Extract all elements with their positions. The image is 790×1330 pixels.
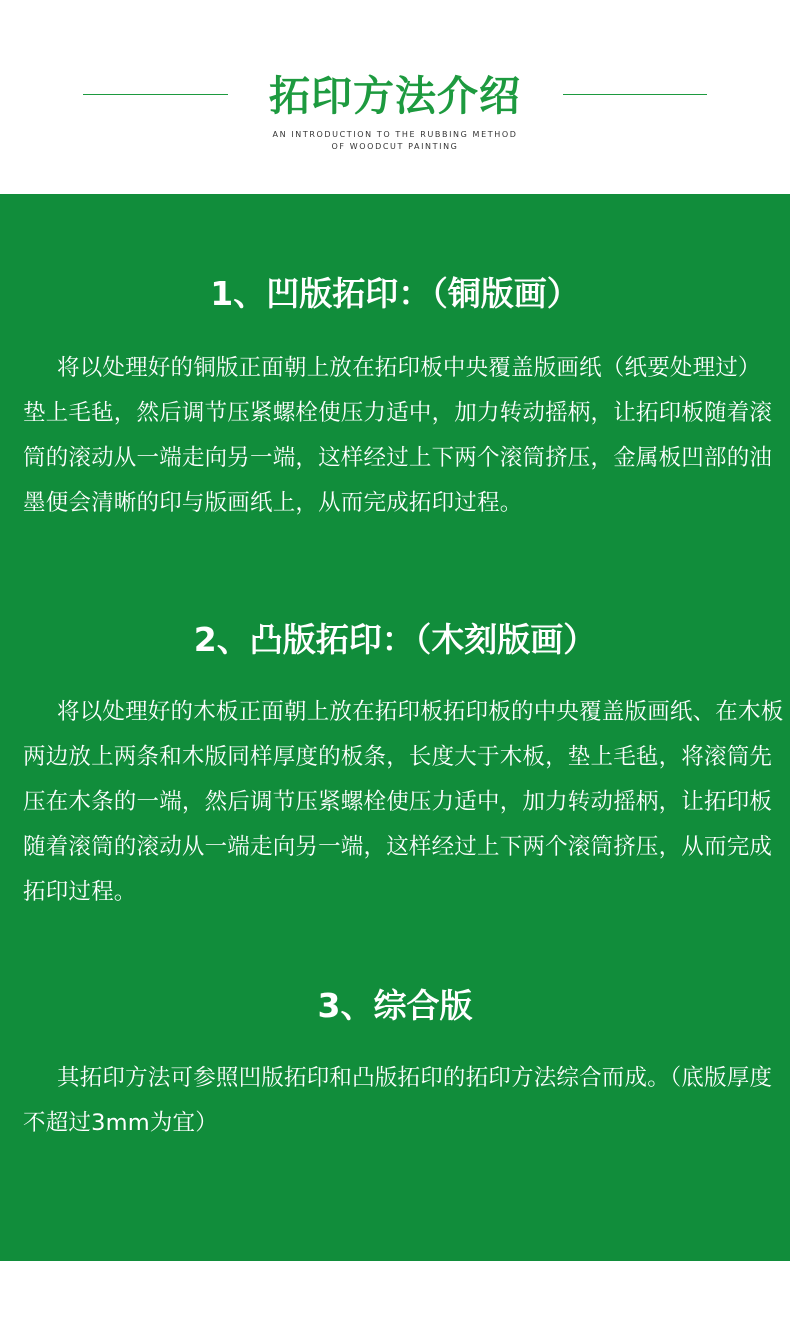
- english-subtitle-line-1: AN INTRODUCTION TO THE RUBBING METHOD: [272, 130, 518, 139]
- content-panel: [0, 194, 790, 1261]
- page-title: 拓印方法介绍: [269, 72, 521, 120]
- section-title-composite: 3、综合版: [317, 986, 473, 1025]
- section-body-composite: 其拓印方法可参照凹版拓印和凸版拓印的拓印方法综合而成。（底版厚度不超过3mm为宜）: [23, 1065, 773, 1136]
- section-title-intaglio: 1、凹版拓印：（铜版画）: [210, 274, 580, 313]
- section-body-intaglio: 将以处理好的铜版正面朝上放在拓印板中央覆盖版画纸（纸要处理过）垫上毛毡，然后调节压紧螺栓使压力适中，加力转动摇柄，让拓印板随着滚筒的滚动从一端走向另一端，这样经过上下两个滚筒挤压，金属板凹部的油墨便会清晰的印与版画纸上，从而完成拓印过程。: [23, 355, 773, 516]
- english-subtitle-line-2: OF WOODCUT PAINTING: [331, 142, 459, 151]
- page-header: [0, 0, 790, 194]
- section-title-relief: 2、凸版拓印：（木刻版画）: [193, 620, 597, 659]
- title-divider-right: [563, 94, 707, 95]
- section-body-relief: 将以处理好的木板正面朝上放在拓印板拓印板的中央覆盖版画纸、在木板两边放上两条和木版同样厚度的板条，长度大于木板，垫上毛毡，将滚筒先压在木条的一端，然后调节压紧螺栓使压力适中，加力转动摇柄，让拓印板随着滚筒的滚动从一端走向另一端，这样经过上下两个滚筒挤压，从而完成拓印过程。: [23, 699, 784, 905]
